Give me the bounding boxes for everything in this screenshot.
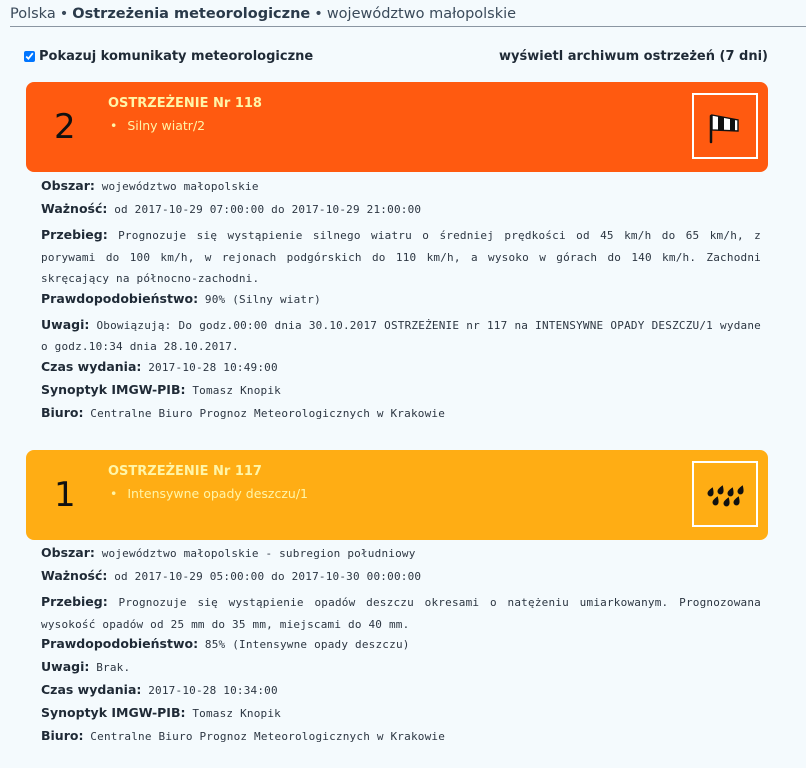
warning-phenomenon-item xyxy=(110,486,308,501)
detail-issued: Czas wydania: 2017-10-28 10:34:00 xyxy=(41,682,278,697)
warning-level: 2 xyxy=(54,107,76,147)
detail-office: Biuro: Centralne Biuro Prognoz Meteorologicznych w Krakowie xyxy=(41,404,446,420)
warning-phenomenon: Silny wiatr/2 xyxy=(127,118,206,133)
detail-area: Obszar: województwo małopolskie - subregion południowy xyxy=(41,545,416,560)
breadcrumb-section-link[interactable]: Ostrzeżenia meteorologiczne xyxy=(72,6,311,22)
warning-details-118 xyxy=(41,178,761,428)
rain-drops-icon xyxy=(692,461,758,527)
breadcrumb-country-link[interactable]: Polska xyxy=(10,6,56,22)
show-comms-checkbox[interactable] xyxy=(24,51,35,62)
warning-title: OSTRZEŻENIE Nr 118 xyxy=(108,96,262,111)
warning-card-118 xyxy=(26,82,768,172)
warning-title: OSTRZEŻENIE Nr 117 xyxy=(108,464,262,479)
detail-validity: Ważność: od 2017-10-29 07:00:00 do 2017-10-29 21:00:00 xyxy=(41,201,422,216)
show-comms-toggle[interactable] xyxy=(24,49,313,64)
detail-synoptic: Synoptyk IMGW-PIB: Tomasz Knopik xyxy=(41,381,282,397)
detail-validity: Ważność: od 2017-10-29 05:00:00 do 2017-10-30 00:00:00 xyxy=(41,568,422,583)
warning-details-117 xyxy=(41,545,761,751)
breadcrumb-separator: • xyxy=(59,6,69,22)
detail-probability: Prawdopodobieństwo: 90% (Silny wiatr) xyxy=(41,290,321,306)
options-row xyxy=(24,49,768,64)
bullet: • xyxy=(110,486,118,501)
archive-link[interactable]: wyświetl archiwum ostrzeżeń (7 dni) xyxy=(499,49,768,64)
detail-remarks: Uwagi: Brak. xyxy=(41,659,131,674)
detail-area: Obszar: województwo małopolskie xyxy=(41,178,259,193)
breadcrumb xyxy=(10,6,806,27)
breadcrumb-separator: • xyxy=(314,6,323,22)
warning-level: 1 xyxy=(54,475,76,515)
detail-remarks: Uwagi: Obowiązują: Do godz.00:00 dnia 30.10.2017 OSTRZEŻENIE nr 117 na INTENSYWNE OPADY DESZCZU/1 wydane o godz.10:34 dnia 28.10.2017. xyxy=(41,316,761,353)
bullet: • xyxy=(110,118,118,133)
detail-course: Przebieg: Prognozuje się wystąpienie silnego wiatru o średniej prędkości od 45 km/h do 65 km/h, z porywami do 100 km/h, w rejonach podgórskich do 110 km/h, a wysoko w górach do 140 km/h. Zachodni skręcający na północno-zachodni. xyxy=(41,227,762,285)
detail-synoptic: Synoptyk IMGW-PIB: Tomasz Knopik xyxy=(41,705,282,720)
warning-phenomenon-item xyxy=(110,118,205,133)
warning-phenomenon: Intensywne opady deszczu/1 xyxy=(127,486,308,501)
show-comms-label: Pokazuj komunikaty meteorologiczne xyxy=(39,49,314,64)
windsock-icon xyxy=(692,93,758,159)
detail-probability: Prawdopodobieństwo: 85% (Intensywne opady deszczu) xyxy=(41,636,410,651)
detail-office: Biuro: Centralne Biuro Prognoz Meteorologicznych w Krakowie xyxy=(41,728,446,743)
detail-course: Przebieg: Prognozuje się wystąpienie opadów deszczu okresami o natężeniu umiarkowanym. Prognozowana wysokość opadów od 25 mm do 35 mm, miejscami do 40 mm. xyxy=(41,594,761,631)
breadcrumb-region: województwo małopolskie xyxy=(326,6,517,22)
warning-card-117 xyxy=(26,450,768,540)
detail-issued: Czas wydania: 2017-10-28 10:49:00 xyxy=(41,358,278,374)
